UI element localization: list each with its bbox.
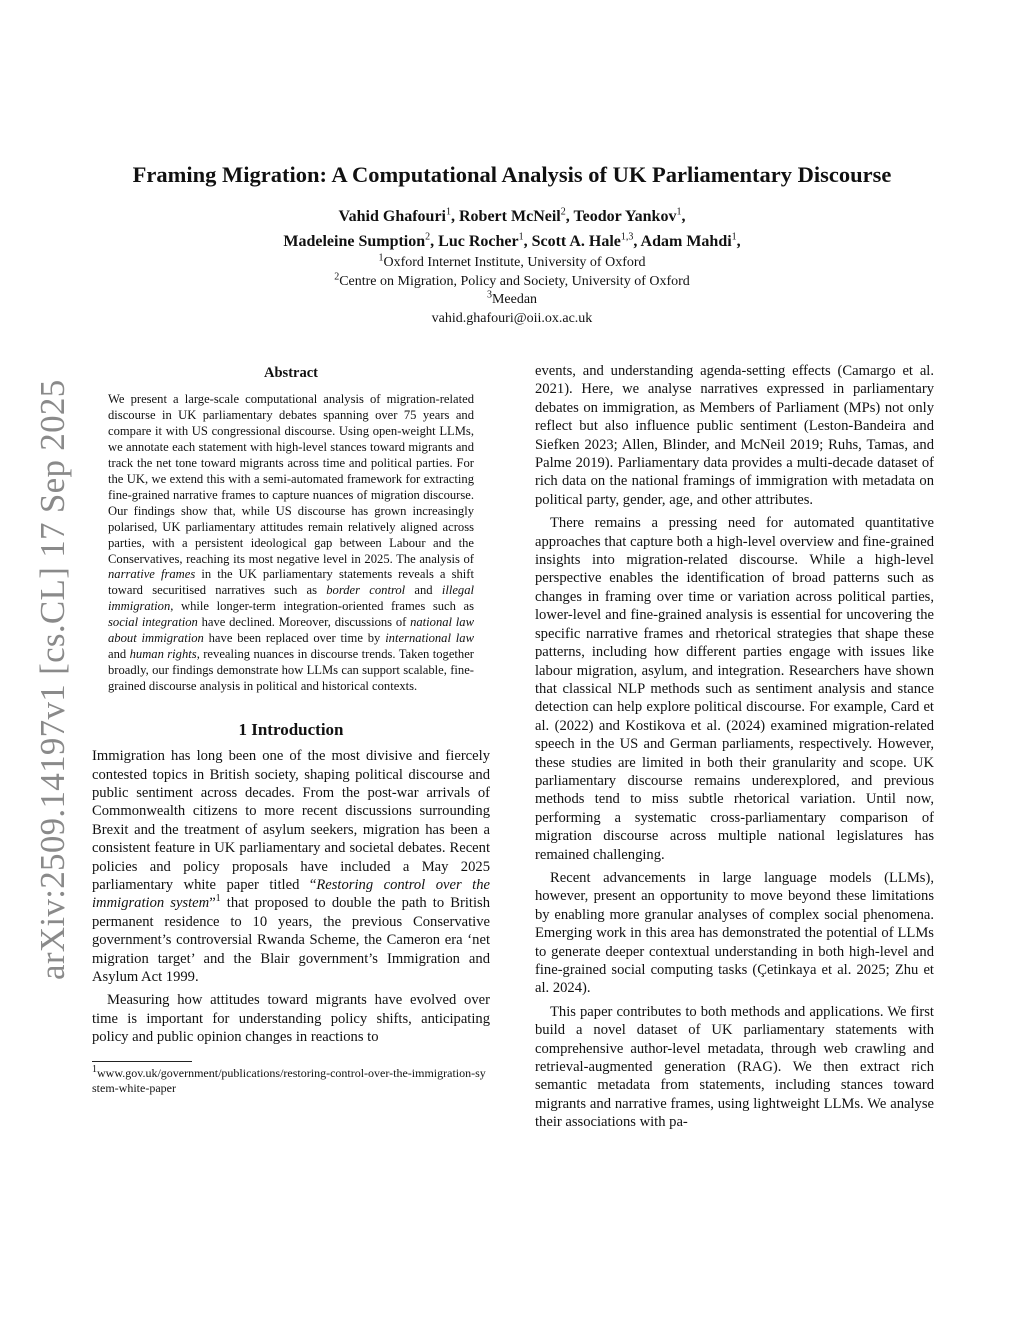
paragraph-text: that proposed to double the path to British permanent residence to 10 years, the previous Conservative government’s controversial Rwanda Scheme, the Cameron era ‘net migration target’ and the Blair government’s Immigration and Asylum Act 1999. — [92, 895, 490, 985]
affiliation-text: Oxford Internet Institute, University of Oxford — [383, 255, 646, 270]
footnote-url[interactable]: www.gov.uk/government/publications/restoring-control-over-the-immigration-system-white-paper — [92, 1065, 486, 1095]
abstract-emphasis: international law — [385, 631, 474, 646]
author-affil-marker: 2 — [425, 231, 431, 243]
intro-paragraph-1 — [92, 747, 490, 986]
affiliation-text: Centre on Migration, Policy and Society, University of Oxford — [339, 273, 690, 289]
abstract-text: We present a large-scale computational analysis of migration-related discourse in UK parliamentary debates spanning over 75 years and compare it with US congressional discourse. Using open-weight LLMs, we annotate each statement with high-level stances toward migrants and track the net tone toward migrants across time and political parties. For the UK, we extend this with a semi-automated framework for extracting fine-grained narrative frames to capture nuances of migration discourse. Our findings show that, while US discourse has grown increasingly polarised, UK parliamentary attitudes remain relatively aligned across parties, with a persistent ideological gap between Labour and the Conservatives, reaching its most negative level in 2025. The analysis of — [108, 392, 474, 566]
abstract-emphasis: narrative frames — [108, 567, 196, 582]
author-affil-marker: 2 — [560, 206, 566, 218]
abstract-text: in the UK parliamentary statements reveals a shift toward securitised narratives such as — [108, 567, 474, 598]
affiliation-marker: 2 — [334, 270, 340, 282]
abstract-heading: Abstract — [264, 365, 318, 381]
author-line-1: Vahid Ghafouri$^1$, Robert McNeil$^2$, Teodor Yankov$^1$, — [338, 206, 686, 225]
author-name: Madeleine Sumption — [283, 233, 426, 250]
abstract-body — [108, 392, 474, 695]
paper-title: Framing Migration: A Computational Analysis of UK Parliamentary Discourse — [132, 162, 892, 187]
intro-paragraph-4: There remains a pressing need for automated quantitative approaches that capture both a high-level overview and fine-grained insights into migration-related discourse. While a high-level perspective enables the identification of broad patterns such as changes in framing over time or variation across political parties, lower-level and fine-grained analysis is essential for uncovering the specific narrative frames and rhetorical strategies that shape these patterns, including how different parties engage with issues like labour migration, asylum, and integration. Researchers have shown that classical NLP methods such as sentiment analysis and stance detection can help explore political discourse. For example, Card et al. (2022) and Kostikova et al. (2024) examined migration-related speech in the US and German parliaments, respectively. However, these studies are limited in both their granularity and scope. UK parliamentary discourse remains underexplored, and previous methods tend to miss subtle rhetorical variation. Until now, performing a systematic cross-parliamentary comparison of migration discourse across multiple national legislatures has remained challenging. — [535, 515, 934, 863]
affiliation-3 — [0, 291, 1024, 310]
author-affil-marker: 1 — [518, 231, 524, 243]
author-affil-marker: 1 — [446, 206, 451, 218]
author-name: Teodor Yankov — [573, 208, 677, 225]
abstract-emphasis: human rights — [129, 647, 197, 662]
paragraph-text: Immigration has long been one of the most divisive and fiercely contested topics in British society, shaping political discourse and public sentiment across decades. From the post-war arrivals of Commonwealth citizens to more recent discussions surrounding Brexit and the treatment of asylum seekers, migration has been a consistent feature in UK parliamentary and societal debates. Recent policies and policy proposals have included a May 2025 parliamentary white paper titled “ — [92, 748, 490, 893]
affiliation-1 — [0, 254, 1024, 273]
abstract-text: and — [405, 583, 442, 598]
author-name: Robert McNeil — [459, 208, 561, 225]
arxiv-identifier-stamp: arXiv:2509.14197v1 [cs.CL] 17 Sep 2025 — [33, 379, 72, 980]
author-line-2: Madeleine Sumption$^2$, Luc Rocher$^1$, Scott A. Hale$^{1,3}$, Adam Mahdi$^1$, — [283, 231, 741, 250]
author-name: Adam Mahdi — [640, 233, 732, 250]
abstract-text: , revealing nuances in discourse trends. Taken together broadly, our findings demonstrate how LLMs can support scalable, fine-grained discourse analysis in political and historical contexts. — [108, 647, 474, 694]
intro-paragraph-2: Measuring how attitudes toward migrants have evolved over time is important for understanding policy shifts, anticipating policy and public opinion changes in reactions to — [92, 992, 490, 1046]
footnote-divider — [92, 1061, 192, 1062]
right-column — [535, 362, 934, 1132]
abstract-text: , while longer-term integration-oriented frames such as — [170, 599, 474, 614]
author-name: Luc Rocher — [438, 233, 519, 250]
intro-paragraph-3: events, and understanding agenda-setting effects (Camargo et al. 2021). Here, we analyse narratives expressed in parliamentary debates on immigration, as Members of Parliament (MPs) not only reflect but also influence public sentiment (Leston-Bandeira and Siefken 2023; Allen, Blinder, and McNeil 2019; Ruhs, Tamas, and Palme 2019). Parliamentary data provides a multi-decade dataset of rich data on the national framings of immigration with metadata on political party, gender, age, and other attributes. — [535, 363, 934, 508]
abstract-emphasis: national law about immigration — [108, 615, 475, 646]
paragraph-text: ” — [209, 895, 216, 912]
author-affil-marker: 1,3 — [620, 231, 634, 243]
author-affil-marker: 1 — [731, 231, 737, 243]
affiliation-marker: 3 — [486, 289, 492, 301]
author-name: Vahid Ghafouri — [338, 208, 446, 225]
affiliation-marker: 1 — [378, 252, 384, 264]
author-name: Scott A. Hale — [531, 233, 621, 250]
author-affil-marker: 1 — [676, 206, 682, 218]
contact-email[interactable]: vahid.ghafouri@oii.ox.ac.uk — [431, 310, 593, 326]
abstract-text: have declined. Moreover, discussions of — [197, 615, 411, 630]
abstract-emphasis: social integration — [108, 615, 198, 630]
affiliation-text: Meedan — [491, 292, 538, 307]
section-heading-introduction: 1 Introduction — [238, 720, 344, 740]
footnote-number: 1 — [92, 1063, 97, 1075]
abstract-emphasis: illegal immigration — [108, 583, 475, 614]
author-list — [0, 204, 1024, 254]
intro-paragraph-5: Recent advancements in large language models (LLMs), however, present an opportunity to move beyond these limitations by enabling more granular analyses of complex social phenomena. Emerging work in this area has demonstrated the potential of LLMs to generate deeper contextual understanding in both high-level and fine-grained social computing tasks (Çetinkaya et al. 2025; Zhu et al. 2024). — [535, 869, 934, 997]
abstract-emphasis: border control — [326, 583, 406, 598]
abstract-text: have been replaced over time by — [203, 631, 386, 646]
left-column — [92, 364, 490, 1096]
abstract-text: and — [108, 647, 130, 662]
footnote — [92, 1063, 490, 1096]
paragraph-emphasis: Restoring control over the immigration system — [92, 876, 490, 912]
affiliation-2 — [0, 270, 1024, 292]
footnote-marker[interactable]: 1 — [215, 893, 221, 905]
intro-paragraph-6: This paper contributes to both methods and applications. We first build a novel dataset of UK parliamentary statements with comprehensive author-level metadata, through web crawling and retrieval-augmented generation (RAG). We then extract rich semantic metadata from statements, including stances toward migrants and narrative frames, using lightweight LLMs. We analyse their associations with pa- — [535, 1003, 934, 1131]
affiliations — [0, 254, 1024, 328]
